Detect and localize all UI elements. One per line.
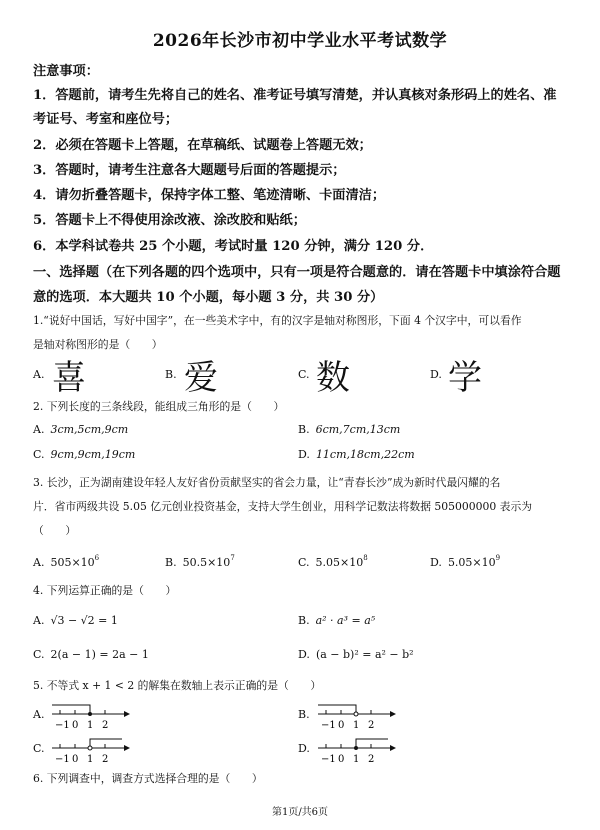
q3-option-a-label: A.: [33, 556, 45, 569]
q5-d-tick-2: 2: [368, 754, 375, 765]
q5-option-b-label: B.: [298, 708, 310, 721]
notice-item-1b: 考证号、考室和座位号；: [33, 112, 179, 127]
q4-option-b-label: B.: [298, 614, 310, 627]
q3-stem-line3: （ ）: [33, 524, 77, 537]
q3-option-d-label: D.: [430, 556, 442, 569]
q4-option-d: [298, 648, 414, 661]
q5-option-d-label: D.: [298, 742, 310, 755]
section1-intro-line2: 意的选项．本大题共 10 个小题，每小题 3 分，共 30 分）: [33, 290, 384, 305]
q5-number-line-b: [316, 700, 396, 736]
q3-option-c-exp: 8: [363, 554, 368, 562]
notice-item-4: 4．请勿折叠答题卡，保持字体工整、笔迹清晰、卡面清洁；: [33, 188, 386, 203]
q4-option-c-label: C.: [33, 648, 45, 661]
q1-option-d-label: D.: [430, 368, 442, 381]
q2-option-d: [298, 448, 415, 461]
q3-stem-line1: 3. 长沙，正为湖南建设年轻人友好省份贡献坚实的省会力量，让“青春长沙”成为新时代最闪耀的名: [33, 476, 501, 489]
q3-option-b: [165, 554, 235, 569]
q1-option-c-char: 数: [316, 358, 350, 398]
q6-stem: 6. 下列调查中，调查方式选择合理的是（ ）: [33, 772, 263, 785]
q1-option-b-label: B.: [165, 368, 177, 381]
q1-option-b-char: 爱: [184, 358, 218, 398]
q5-option-a-label: A.: [33, 708, 45, 721]
q4-option-b-text: a² · a³ = a⁵: [315, 614, 376, 627]
q1-option-a-label: A.: [33, 368, 45, 381]
q4-stem: 4. 下列运算正确的是（ ）: [33, 584, 177, 597]
q5-c-tick-0: 0: [72, 754, 79, 765]
notice-heading: 注意事项：: [33, 64, 99, 79]
q2-option-c: [33, 448, 135, 461]
q5-b-tick-0: 0: [338, 720, 345, 731]
q2-option-b-text: 6cm,7cm,13cm: [315, 423, 401, 436]
q2-option-c-label: C.: [33, 448, 45, 461]
q3-stem-line2: 片．省市两级共设 5.05 亿元创业投资基金，支持大学生创业，用科学记数法将数据 505000000 表示为: [33, 500, 533, 513]
q2-option-b: [298, 423, 400, 436]
q4-option-d-text: (a − b)² = a² − b²: [315, 648, 414, 661]
q5-a-tick-0: 0: [72, 720, 79, 731]
q1-option-d-char: 学: [448, 358, 482, 398]
q1-stem-line2: 是轴对称图形的是（ ）: [33, 338, 163, 351]
q3-option-d-base: 5.05×10: [447, 556, 496, 569]
q4-option-a-text: √3 − √2 = 1: [50, 614, 118, 627]
q3-option-b-exp: 7: [230, 554, 235, 562]
q3-option-c-base: 5.05×10: [315, 556, 364, 569]
notice-item-6: 6．本学科试卷共 25 个小题，考试时量 120 分钟，满分 120 分．: [33, 239, 434, 254]
q5-a-tick-1: 1: [87, 720, 94, 731]
q5-stem: 5. 不等式 x + 1 < 2 的解集在数轴上表示正确的是（ ）: [33, 679, 322, 692]
q2-option-a-label: A.: [33, 423, 45, 436]
page-title: 2026年长沙市初中学业水平考试数学: [152, 31, 448, 51]
q5-c-tick-1: 1: [87, 754, 94, 765]
q3-option-d-exp: 9: [495, 554, 501, 562]
q5-c-tick-m1: −1: [55, 754, 70, 765]
q3-option-a-exp: 6: [94, 554, 100, 562]
page-footer: 第1页/共6页: [271, 807, 329, 818]
q3-option-a: [33, 554, 99, 569]
q3-option-a-base: 505×10: [50, 556, 95, 569]
q5-option-c-label: C.: [33, 742, 45, 755]
q3-option-b-label: B.: [165, 556, 177, 569]
q4-option-b: [298, 614, 375, 627]
q5-b-tick-m1: −1: [321, 720, 336, 731]
q5-number-line-a: [50, 700, 130, 736]
q2-stem: 2. 下列长度的三条线段，能组成三角形的是（ ）: [33, 400, 285, 413]
q2-option-c-text: 9cm,9cm,19cm: [50, 448, 136, 461]
q1-stem-line1: 1.“说好中国话，写好中国字”，在一些美术字中，有的汉字是轴对称图形，下面 4 个汉字中，可以看作: [33, 314, 522, 327]
q2-option-d-text: 11cm,18cm,22cm: [315, 448, 415, 461]
q2-option-a-text: 3cm,5cm,9cm: [50, 423, 129, 436]
q3-option-c: [298, 554, 368, 569]
q5-a-tick-2: 2: [102, 720, 109, 731]
q5-c-tick-2: 2: [102, 754, 109, 765]
q5-b-tick-1: 1: [353, 720, 360, 731]
q4-option-d-label: D.: [298, 648, 310, 661]
notice-item-5: 5．答题卡上不得使用涂改液、涂改胶和贴纸；: [33, 213, 306, 228]
notice-item-1a: 1．答题前，请考生先将自己的姓名、准考证号填写清楚，并认真核对条形码上的姓名、准: [33, 88, 557, 103]
notice-item-2: 2．必须在答题卡上答题，在草稿纸、试题卷上答题无效；: [33, 138, 372, 153]
q2-option-a: [33, 423, 128, 436]
q1-option-a-char: 喜: [52, 358, 86, 398]
q3-option-d: [430, 554, 500, 569]
q3-option-c-label: C.: [298, 556, 310, 569]
q4-option-c: [33, 648, 149, 661]
q5-d-tick-1: 1: [353, 754, 360, 765]
q5-number-line-d: [316, 734, 396, 770]
q5-d-tick-0: 0: [338, 754, 345, 765]
q1-option-c-label: C.: [298, 368, 310, 381]
q2-option-d-label: D.: [298, 448, 310, 461]
q2-option-b-label: B.: [298, 423, 310, 436]
q5-number-line-c: [50, 734, 130, 770]
q4-option-a-label: A.: [33, 614, 45, 627]
q5-a-tick-m1: −1: [55, 720, 70, 731]
q5-d-tick-m1: −1: [321, 754, 336, 765]
q3-option-b-base: 50.5×10: [182, 556, 231, 569]
q4-option-c-text: 2(a − 1) = 2a − 1: [50, 648, 149, 661]
section1-intro-line1: 一、选择题（在下列各题的四个选项中，只有一项是符合题意的．请在答题卡中填涂符合题: [33, 265, 561, 280]
q4-option-a: [33, 614, 118, 627]
q5-b-tick-2: 2: [368, 720, 375, 731]
notice-item-3: 3．答题时，请考生注意各大题题号后面的答题提示；: [33, 163, 346, 178]
